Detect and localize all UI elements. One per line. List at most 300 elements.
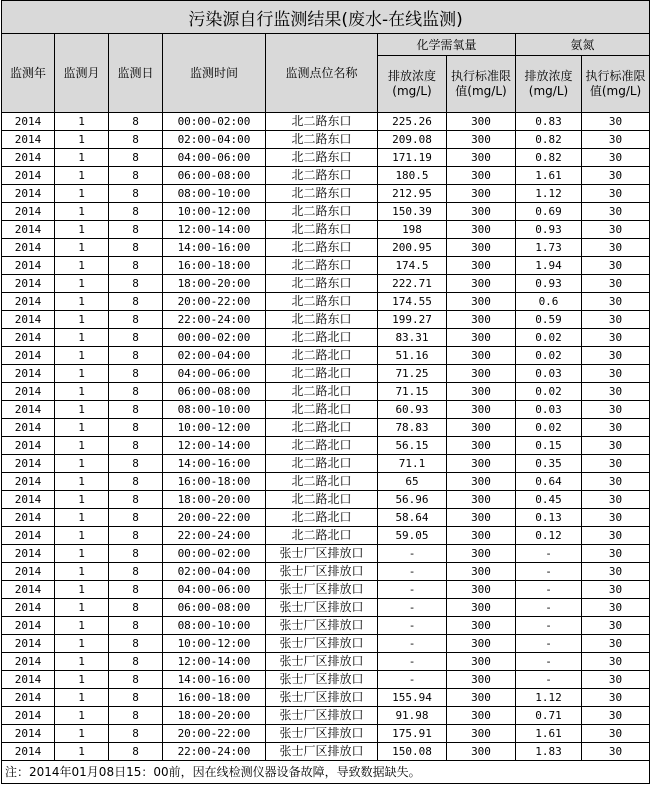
cell-cod-conc: - <box>378 617 447 635</box>
cell-day: 8 <box>109 221 163 239</box>
cell-day: 8 <box>109 743 163 761</box>
table-row <box>2 581 650 599</box>
cell-time: 16:00-18:00 <box>163 473 266 491</box>
cell-day: 8 <box>109 275 163 293</box>
cell-time: 08:00-10:00 <box>163 617 266 635</box>
header-site: 监测点位名称 <box>266 34 378 113</box>
cell-site: 北二路东口 <box>266 131 378 149</box>
cell-time: 12:00-14:00 <box>163 437 266 455</box>
cell-cod-limit: 300 <box>447 203 516 221</box>
cell-site: 张士厂区排放口 <box>266 635 378 653</box>
table-row <box>2 599 650 617</box>
cell-nh-limit: 30 <box>582 473 650 491</box>
cell-site: 北二路东口 <box>266 203 378 221</box>
cell-day: 8 <box>109 293 163 311</box>
cell-day: 8 <box>109 149 163 167</box>
cell-day: 8 <box>109 635 163 653</box>
cell-time: 20:00-22:00 <box>163 293 266 311</box>
cell-day: 8 <box>109 383 163 401</box>
cell-nh-limit: 30 <box>582 563 650 581</box>
cell-time: 10:00-12:00 <box>163 635 266 653</box>
cell-year: 2014 <box>2 239 55 257</box>
cell-cod-conc: 60.93 <box>378 401 447 419</box>
cell-year: 2014 <box>2 617 55 635</box>
cell-year: 2014 <box>2 419 55 437</box>
header-cod-conc: 排放浓度(mg/L) <box>378 56 447 113</box>
cell-cod-limit: 300 <box>447 635 516 653</box>
cell-day: 8 <box>109 167 163 185</box>
cell-nh-limit: 30 <box>582 347 650 365</box>
cell-nh-conc: 0.82 <box>516 149 582 167</box>
cell-month: 1 <box>55 185 109 203</box>
table-row <box>2 671 650 689</box>
cell-month: 1 <box>55 239 109 257</box>
cell-year: 2014 <box>2 347 55 365</box>
cell-year: 2014 <box>2 473 55 491</box>
cell-nh-conc: - <box>516 671 582 689</box>
cell-time: 20:00-22:00 <box>163 509 266 527</box>
cell-nh-conc: 0.02 <box>516 329 582 347</box>
cell-cod-conc: 51.16 <box>378 347 447 365</box>
cell-year: 2014 <box>2 635 55 653</box>
cell-month: 1 <box>55 257 109 275</box>
cell-year: 2014 <box>2 203 55 221</box>
cell-nh-limit: 30 <box>582 545 650 563</box>
cell-nh-conc: 1.12 <box>516 185 582 203</box>
cell-nh-conc: - <box>516 617 582 635</box>
cell-site: 北二路东口 <box>266 293 378 311</box>
cell-time: 00:00-02:00 <box>163 113 266 131</box>
cell-time: 06:00-08:00 <box>163 599 266 617</box>
cell-time: 04:00-06:00 <box>163 365 266 383</box>
cell-cod-conc: - <box>378 563 447 581</box>
cell-cod-conc: 71.15 <box>378 383 447 401</box>
cell-time: 16:00-18:00 <box>163 257 266 275</box>
cell-cod-conc: 222.71 <box>378 275 447 293</box>
cell-year: 2014 <box>2 401 55 419</box>
table-row <box>2 167 650 185</box>
cell-nh-conc: 0.93 <box>516 275 582 293</box>
cell-year: 2014 <box>2 563 55 581</box>
table-row <box>2 203 650 221</box>
cell-day: 8 <box>109 617 163 635</box>
header-nh-limit: 执行标准限值(mg/L) <box>582 56 650 113</box>
cell-nh-conc: 0.03 <box>516 365 582 383</box>
cell-cod-conc: 180.5 <box>378 167 447 185</box>
cell-site: 张士厂区排放口 <box>266 545 378 563</box>
cell-month: 1 <box>55 419 109 437</box>
cell-site: 北二路东口 <box>266 185 378 203</box>
cell-site: 北二路北口 <box>266 347 378 365</box>
cell-cod-conc: 71.1 <box>378 455 447 473</box>
cell-year: 2014 <box>2 131 55 149</box>
cell-cod-conc: - <box>378 581 447 599</box>
cell-cod-limit: 300 <box>447 347 516 365</box>
cell-year: 2014 <box>2 545 55 563</box>
cell-cod-conc: 65 <box>378 473 447 491</box>
cell-nh-conc: 0.93 <box>516 221 582 239</box>
cell-month: 1 <box>55 455 109 473</box>
cell-nh-limit: 30 <box>582 491 650 509</box>
cell-nh-conc: - <box>516 581 582 599</box>
table-row <box>2 635 650 653</box>
table-row <box>2 527 650 545</box>
cell-nh-limit: 30 <box>582 257 650 275</box>
cell-time: 04:00-06:00 <box>163 149 266 167</box>
cell-nh-limit: 30 <box>582 221 650 239</box>
table-row <box>2 473 650 491</box>
header-nh-group: 氨氮 <box>516 34 650 56</box>
cell-time: 20:00-22:00 <box>163 725 266 743</box>
cell-cod-conc: 199.27 <box>378 311 447 329</box>
table-row <box>2 743 650 761</box>
cell-nh-limit: 30 <box>582 131 650 149</box>
cell-nh-conc: 0.13 <box>516 509 582 527</box>
cell-time: 02:00-04:00 <box>163 563 266 581</box>
cell-day: 8 <box>109 311 163 329</box>
cell-nh-conc: 1.73 <box>516 239 582 257</box>
cell-cod-limit: 300 <box>447 743 516 761</box>
cell-day: 8 <box>109 203 163 221</box>
cell-year: 2014 <box>2 293 55 311</box>
cell-year: 2014 <box>2 329 55 347</box>
cell-site: 北二路东口 <box>266 167 378 185</box>
cell-month: 1 <box>55 725 109 743</box>
cell-day: 8 <box>109 545 163 563</box>
cell-cod-conc: 212.95 <box>378 185 447 203</box>
cell-site: 北二路东口 <box>266 113 378 131</box>
cell-month: 1 <box>55 635 109 653</box>
table-row <box>2 509 650 527</box>
cell-month: 1 <box>55 365 109 383</box>
cell-site: 张士厂区排放口 <box>266 671 378 689</box>
cell-month: 1 <box>55 743 109 761</box>
cell-month: 1 <box>55 437 109 455</box>
cell-time: 00:00-02:00 <box>163 545 266 563</box>
cell-month: 1 <box>55 473 109 491</box>
table-row <box>2 275 650 293</box>
cell-cod-limit: 300 <box>447 491 516 509</box>
footnote: 注：2014年01月08日15：00前，因在线检测仪器设备故障，导致数据缺失。 <box>2 761 650 784</box>
cell-month: 1 <box>55 131 109 149</box>
cell-nh-conc: 0.35 <box>516 455 582 473</box>
cell-cod-conc: 174.5 <box>378 257 447 275</box>
cell-nh-conc: - <box>516 653 582 671</box>
cell-site: 北二路北口 <box>266 383 378 401</box>
cell-nh-conc: - <box>516 545 582 563</box>
cell-site: 北二路东口 <box>266 275 378 293</box>
cell-time: 12:00-14:00 <box>163 653 266 671</box>
cell-cod-conc: 56.15 <box>378 437 447 455</box>
cell-time: 14:00-16:00 <box>163 239 266 257</box>
cell-month: 1 <box>55 563 109 581</box>
cell-site: 张士厂区排放口 <box>266 599 378 617</box>
cell-year: 2014 <box>2 311 55 329</box>
cell-month: 1 <box>55 599 109 617</box>
cell-year: 2014 <box>2 671 55 689</box>
cell-cod-limit: 300 <box>447 239 516 257</box>
cell-day: 8 <box>109 599 163 617</box>
cell-year: 2014 <box>2 167 55 185</box>
cell-time: 18:00-20:00 <box>163 491 266 509</box>
cell-day: 8 <box>109 455 163 473</box>
cell-cod-limit: 300 <box>447 113 516 131</box>
cell-cod-limit: 300 <box>447 257 516 275</box>
table-row <box>2 617 650 635</box>
table-row <box>2 455 650 473</box>
cell-nh-limit: 30 <box>582 239 650 257</box>
cell-month: 1 <box>55 311 109 329</box>
cell-year: 2014 <box>2 509 55 527</box>
cell-nh-conc: 0.12 <box>516 527 582 545</box>
cell-time: 08:00-10:00 <box>163 185 266 203</box>
cell-nh-conc: 0.45 <box>516 491 582 509</box>
cell-site: 北二路北口 <box>266 365 378 383</box>
cell-nh-limit: 30 <box>582 653 650 671</box>
cell-day: 8 <box>109 239 163 257</box>
cell-month: 1 <box>55 653 109 671</box>
cell-year: 2014 <box>2 383 55 401</box>
cell-time: 18:00-20:00 <box>163 275 266 293</box>
cell-year: 2014 <box>2 257 55 275</box>
cell-cod-conc: 200.95 <box>378 239 447 257</box>
cell-nh-conc: 0.64 <box>516 473 582 491</box>
cell-cod-limit: 300 <box>447 545 516 563</box>
header-month: 监测月 <box>55 34 109 113</box>
cell-site: 张士厂区排放口 <box>266 725 378 743</box>
cell-nh-conc: 0.83 <box>516 113 582 131</box>
cell-nh-limit: 30 <box>582 419 650 437</box>
table-header <box>2 1 650 113</box>
cell-cod-conc: 59.05 <box>378 527 447 545</box>
table-row <box>2 239 650 257</box>
cell-cod-conc: 150.39 <box>378 203 447 221</box>
cell-nh-conc: 0.82 <box>516 131 582 149</box>
header-year: 监测年 <box>2 34 55 113</box>
cell-nh-limit: 30 <box>582 725 650 743</box>
cell-month: 1 <box>55 509 109 527</box>
cell-month: 1 <box>55 149 109 167</box>
table-row <box>2 311 650 329</box>
cell-year: 2014 <box>2 491 55 509</box>
cell-time: 14:00-16:00 <box>163 455 266 473</box>
cell-day: 8 <box>109 437 163 455</box>
cell-nh-limit: 30 <box>582 599 650 617</box>
cell-year: 2014 <box>2 437 55 455</box>
cell-cod-conc: - <box>378 635 447 653</box>
cell-month: 1 <box>55 545 109 563</box>
cell-cod-conc: 174.55 <box>378 293 447 311</box>
cell-site: 北二路北口 <box>266 419 378 437</box>
cell-site: 张士厂区排放口 <box>266 617 378 635</box>
cell-day: 8 <box>109 113 163 131</box>
cell-nh-conc: 0.02 <box>516 383 582 401</box>
cell-time: 22:00-24:00 <box>163 311 266 329</box>
cell-time: 18:00-20:00 <box>163 707 266 725</box>
cell-site: 北二路东口 <box>266 257 378 275</box>
cell-site: 北二路东口 <box>266 221 378 239</box>
table-row <box>2 257 650 275</box>
cell-year: 2014 <box>2 527 55 545</box>
cell-cod-conc: 78.83 <box>378 419 447 437</box>
cell-nh-conc: 1.61 <box>516 167 582 185</box>
cell-cod-limit: 300 <box>447 149 516 167</box>
table-row <box>2 545 650 563</box>
cell-time: 02:00-04:00 <box>163 347 266 365</box>
cell-month: 1 <box>55 617 109 635</box>
cell-day: 8 <box>109 689 163 707</box>
cell-cod-limit: 300 <box>447 689 516 707</box>
cell-month: 1 <box>55 329 109 347</box>
cell-nh-limit: 30 <box>582 185 650 203</box>
cell-nh-conc: 1.94 <box>516 257 582 275</box>
cell-cod-limit: 300 <box>447 563 516 581</box>
header-time: 监测时间 <box>163 34 266 113</box>
cell-cod-conc: 91.98 <box>378 707 447 725</box>
cell-cod-limit: 300 <box>447 221 516 239</box>
cell-nh-limit: 30 <box>582 293 650 311</box>
cell-time: 22:00-24:00 <box>163 743 266 761</box>
cell-year: 2014 <box>2 275 55 293</box>
cell-cod-conc: 83.31 <box>378 329 447 347</box>
cell-site: 北二路北口 <box>266 329 378 347</box>
cell-site: 张士厂区排放口 <box>266 707 378 725</box>
cell-cod-limit: 300 <box>447 365 516 383</box>
cell-month: 1 <box>55 689 109 707</box>
cell-nh-limit: 30 <box>582 275 650 293</box>
cell-nh-limit: 30 <box>582 455 650 473</box>
table-body <box>2 113 650 761</box>
cell-day: 8 <box>109 491 163 509</box>
cell-cod-limit: 300 <box>447 653 516 671</box>
cell-day: 8 <box>109 725 163 743</box>
cell-time: 10:00-12:00 <box>163 419 266 437</box>
table-row <box>2 149 650 167</box>
cell-cod-limit: 300 <box>447 581 516 599</box>
cell-nh-conc: 1.12 <box>516 689 582 707</box>
table-row <box>2 437 650 455</box>
cell-nh-limit: 30 <box>582 635 650 653</box>
cell-nh-limit: 30 <box>582 707 650 725</box>
cell-nh-limit: 30 <box>582 581 650 599</box>
table-row <box>2 401 650 419</box>
cell-site: 北二路北口 <box>266 437 378 455</box>
header-cod-group: 化学需氧量 <box>378 34 516 56</box>
cell-month: 1 <box>55 113 109 131</box>
cell-cod-limit: 300 <box>447 311 516 329</box>
cell-day: 8 <box>109 527 163 545</box>
cell-year: 2014 <box>2 725 55 743</box>
table-row <box>2 113 650 131</box>
cell-nh-conc: - <box>516 635 582 653</box>
cell-time: 22:00-24:00 <box>163 527 266 545</box>
cell-day: 8 <box>109 401 163 419</box>
cell-day: 8 <box>109 419 163 437</box>
cell-year: 2014 <box>2 743 55 761</box>
cell-site: 北二路东口 <box>266 239 378 257</box>
cell-year: 2014 <box>2 581 55 599</box>
cell-month: 1 <box>55 707 109 725</box>
cell-year: 2014 <box>2 149 55 167</box>
cell-nh-limit: 30 <box>582 527 650 545</box>
cell-site: 张士厂区排放口 <box>266 563 378 581</box>
cell-month: 1 <box>55 383 109 401</box>
table-row <box>2 185 650 203</box>
table-row <box>2 725 650 743</box>
cell-site: 北二路北口 <box>266 401 378 419</box>
cell-year: 2014 <box>2 455 55 473</box>
table-row <box>2 347 650 365</box>
cell-cod-limit: 300 <box>447 293 516 311</box>
monitoring-table <box>1 0 650 784</box>
cell-cod-conc: 175.91 <box>378 725 447 743</box>
cell-nh-limit: 30 <box>582 113 650 131</box>
cell-cod-conc: 71.25 <box>378 365 447 383</box>
cell-time: 12:00-14:00 <box>163 221 266 239</box>
cell-day: 8 <box>109 671 163 689</box>
cell-cod-limit: 300 <box>447 527 516 545</box>
cell-day: 8 <box>109 563 163 581</box>
cell-site: 北二路北口 <box>266 509 378 527</box>
cell-site: 北二路东口 <box>266 311 378 329</box>
cell-nh-limit: 30 <box>582 671 650 689</box>
cell-nh-limit: 30 <box>582 617 650 635</box>
cell-nh-limit: 30 <box>582 203 650 221</box>
cell-month: 1 <box>55 221 109 239</box>
cell-time: 00:00-02:00 <box>163 329 266 347</box>
cell-nh-conc: 0.59 <box>516 311 582 329</box>
cell-day: 8 <box>109 707 163 725</box>
cell-cod-limit: 300 <box>447 383 516 401</box>
cell-site: 北二路北口 <box>266 527 378 545</box>
cell-day: 8 <box>109 329 163 347</box>
cell-time: 02:00-04:00 <box>163 131 266 149</box>
cell-cod-limit: 300 <box>447 329 516 347</box>
cell-nh-limit: 30 <box>582 743 650 761</box>
cell-nh-conc: 1.61 <box>516 725 582 743</box>
cell-time: 06:00-08:00 <box>163 167 266 185</box>
cell-nh-limit: 30 <box>582 167 650 185</box>
cell-nh-limit: 30 <box>582 311 650 329</box>
cell-cod-limit: 300 <box>447 599 516 617</box>
cell-cod-limit: 300 <box>447 509 516 527</box>
cell-time: 04:00-06:00 <box>163 581 266 599</box>
table-row <box>2 131 650 149</box>
cell-cod-limit: 300 <box>447 401 516 419</box>
cell-nh-conc: 1.83 <box>516 743 582 761</box>
header-cod-limit: 执行标准限值(mg/L) <box>447 56 516 113</box>
cell-cod-conc: 58.64 <box>378 509 447 527</box>
cell-cod-limit: 300 <box>447 671 516 689</box>
cell-nh-limit: 30 <box>582 689 650 707</box>
cell-cod-limit: 300 <box>447 419 516 437</box>
cell-nh-conc: 0.03 <box>516 401 582 419</box>
cell-site: 北二路北口 <box>266 473 378 491</box>
cell-cod-conc: 171.19 <box>378 149 447 167</box>
cell-site: 北二路北口 <box>266 491 378 509</box>
cell-month: 1 <box>55 275 109 293</box>
cell-cod-limit: 300 <box>447 707 516 725</box>
cell-day: 8 <box>109 509 163 527</box>
cell-nh-conc: 0.6 <box>516 293 582 311</box>
cell-nh-conc: 0.15 <box>516 437 582 455</box>
table-row <box>2 491 650 509</box>
table-row <box>2 707 650 725</box>
cell-cod-conc: - <box>378 599 447 617</box>
table-row <box>2 221 650 239</box>
cell-time: 16:00-18:00 <box>163 689 266 707</box>
cell-cod-limit: 300 <box>447 437 516 455</box>
